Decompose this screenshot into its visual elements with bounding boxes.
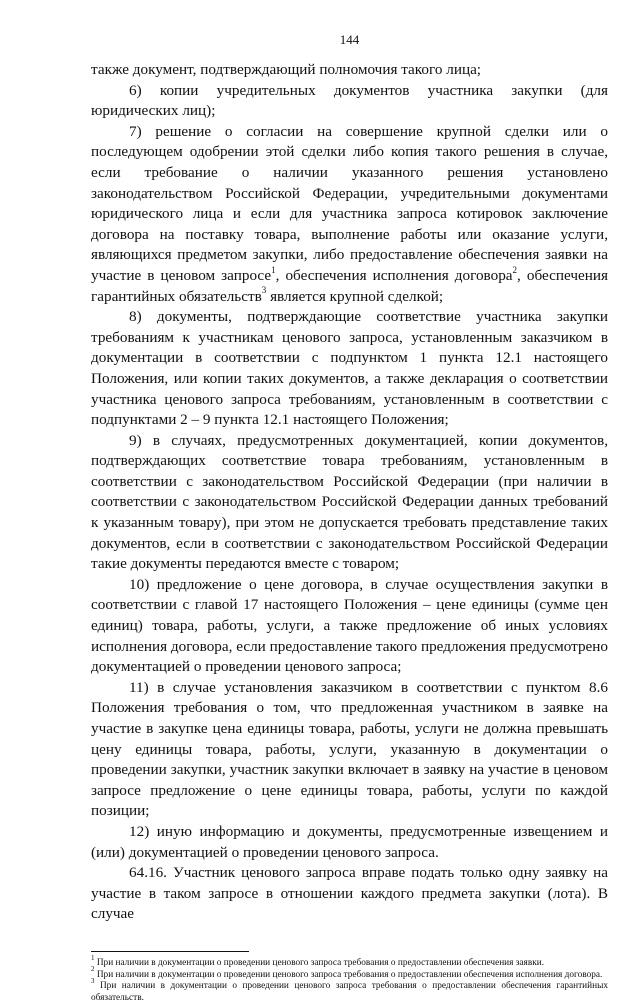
footnote-text: При наличии в документации о проведении ценового запроса требования о предоставлении обеспечения исполнения договора. [96, 969, 603, 980]
paragraph-item-8: 8) документы, подтверждающие соответствие участника закупки требованиям к участникам ценового запроса, установленным заказчиком в документации в соответствии с подпунктом 1 пункта 12.1 настоящего Положения, или копии таких документов, а также декларация о соответствии участника ценового запроса требованиям, установленным в соответствии с подпунктами 2 – 9 пункта 12.1 настоящего Положения; [91, 308, 608, 429]
footnote-3 [91, 977, 608, 1004]
paragraph-item-11: 11) в случае установления заказчиком в соответствии с пунктом 8.6 Положения требования о том, что предложенная участником в заявке на участие в закупке цена единицы товара, работы, услуги не должна превышать цену единицы товара, работы, услуги, указанную в документации о проведении закупки, участник закупки включает в заявку на участие в ценовом запросе предложение о цене единицы товара, работы, услуги по каждой позиции; [91, 678, 608, 820]
page-number: 144 [339, 32, 360, 47]
footnote-text: При наличии в документации о проведении ценового запроса требования о предоставлении обеспечения заявки. [96, 957, 545, 968]
footnote-ref-2: 2 [512, 264, 518, 275]
footnote-ref-1: 1 [271, 264, 276, 275]
footnote-marker: 1 [91, 953, 95, 962]
paragraph-section-64-16: 64.16. Участник ценового запроса вправе подать только одну заявку на участие в таком запросе в отношении каждого предмета закупки (лота). В случае [91, 864, 608, 923]
paragraph-item-7-text: является крупной сделкой; [266, 287, 444, 305]
footnotes [91, 953, 608, 1004]
paragraph-item-7-text: 7) решение о согласии на совершение крупной сделки или о последующем одобрении этой сделки либо копия такого решения в случае, если требование о наличии указанного решения установлено законодательством Российской Федерации, учредительными документами юридического лица и если для участника запроса котировок заключение договора на поставку товара, выполнение работы или оказание услуги, являющихся предметом закупки, либо предоставление обеспечения заявки на участие в ценовом запросе [91, 122, 608, 284]
paragraph-item-6: 6) копии учредительных документов участника закупки (для юридических лиц); [91, 81, 608, 120]
body-text [91, 60, 608, 925]
footnote-text: При наличии в документации о проведении ценового запроса требования о предоставлении обеспечения гарантийных обязательств. [91, 981, 608, 1003]
footnote-1 [91, 953, 608, 970]
paragraph-item-9: 9) в случаях, предусмотренных документацией, копии документов, подтверждающих соответствие товара требованиям, установленным в соответствии с законодательством Российской Федерации (при наличии в соответствии с законодательством Российской Федерации данных требований к указанным товару), при этом не допускается требовать представление таких документов, если в соответствии с законодательством Российской Федерации такие документы передаются вместе с товаром; [91, 431, 608, 573]
footnote-ref-3: 3 [261, 285, 267, 296]
paragraph-continuation: также документ, подтверждающий полномочия такого лица; [91, 61, 482, 78]
paragraph-item-7 [91, 122, 608, 307]
paragraph-item-7-text: , обеспечения гарантийных обязательств [91, 266, 609, 305]
footnote-marker: 2 [91, 965, 95, 974]
paragraph-item-7-text: , обеспечения исполнения договора [275, 266, 513, 284]
paragraph-item-10: 10) предложение о цене договора, в случае осуществления закупки в соответствии с главой 17 настоящего Положения – цене единицы (сумме цен единиц) товара, работы, услуги, а также предложение об иных условиях исполнения договора, если предоставление такого предложения предусмотрено документацией о проведении ценового запроса; [91, 575, 609, 676]
paragraph-item-12: 12) иную информацию и документы, предусмотренные извещением и (или) документацией о проведении ценового запроса. [91, 822, 608, 861]
footnote-divider [91, 951, 249, 952]
footnote-marker: 3 [91, 977, 95, 986]
footnote-2 [91, 965, 608, 982]
